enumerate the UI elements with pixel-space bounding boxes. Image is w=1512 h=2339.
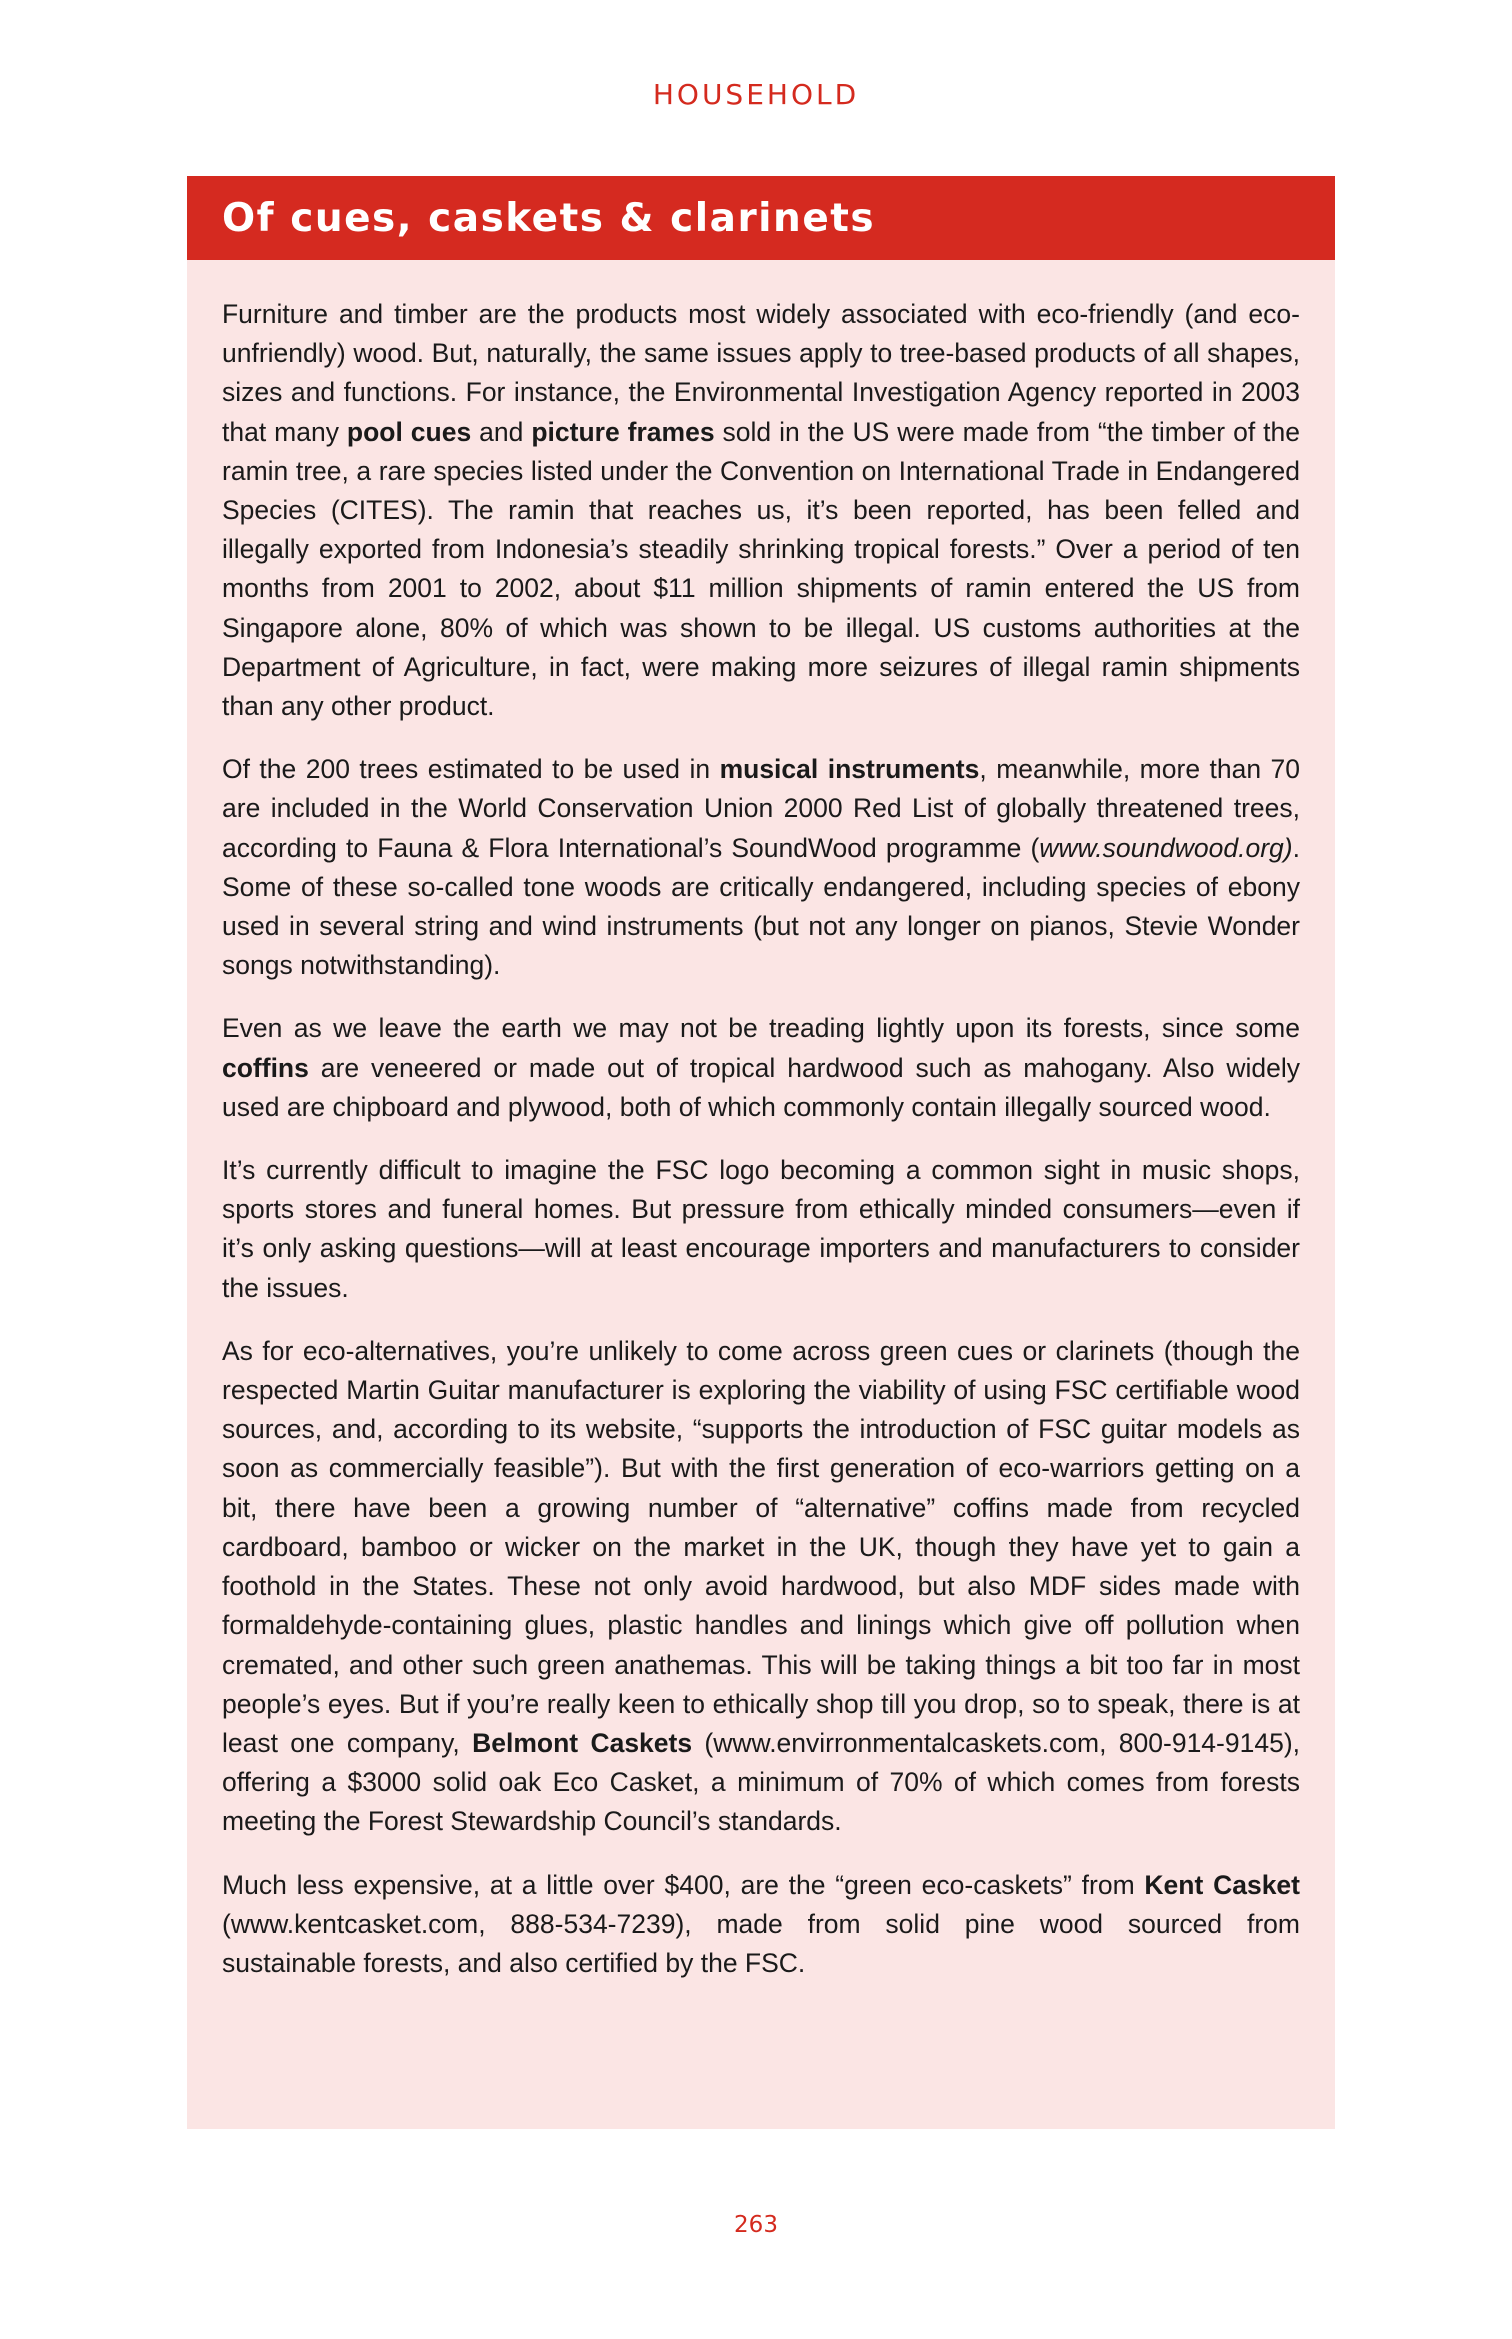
keyword-pool-cues: pool cues (346, 416, 472, 447)
keyword-coffins: coffins (222, 1052, 309, 1083)
paragraph-fsc-logo: It’s currently difficult to imagine the FSC logo becoming a common sight in music shops, sports stores and funeral homes. But pressure from ethically minded consumers—even if it’s only asking questions—will at least encourage importers and manufacturers to consider the issues. (222, 1155, 1300, 1303)
keyword-musical-instruments: musical instruments (719, 754, 980, 785)
running-head: HOUSEHOLD (652, 78, 860, 111)
paragraph-kent-casket: Much less expensive, at a little over $400, are the “green eco-caskets” from Kent Casket (www.kentcasket.com, 888-534-7239), made from solid pine wood sourced from sustainable forests, and also certified by the FSC. (222, 1869, 1300, 1978)
paragraph-pool-cues: Furniture and timber are the products most widely associated with eco-friendly (and eco-unfriendly) wood. But, naturally, the same issues apply to tree-based products of all shapes, sizes and functions. For instance, the Environmental Investigation Agency reported in 2003 that many pool cues and picture frames sold in the US were made from “the timber of the ramin tree, a rare species listed under the Convention on International Trade in Endangered Species (CITES). The ramin that reaches us, it’s been reported, has been felled and illegally exported from Indonesia’s steadily shrinking tropical forests.” Over a period of ten months from 2001 to 2002, about $11 million shipments of ramin entered the US from Singapore alone, 80% of which was shown to be illegal. US customs authorities at the Department of Agriculture, in fact, were making more seizures of illegal ramin shipments than any other product. (222, 299, 1300, 722)
box-title: Of cues, caskets & clarinets (222, 195, 876, 241)
soundwood-url: www.soundwood.org) (1039, 832, 1293, 863)
keyword-belmont-caskets: Belmont Caskets (472, 1727, 693, 1758)
sidebar-box (187, 176, 1335, 2129)
page-number: 263 (734, 2212, 778, 2238)
paragraph-eco-alternatives: As for eco-alternatives, you’re unlikely to come across green cues or clarinets (though the respected Martin Guitar manufacturer is exploring the viability of using FSC certifiable wood sources, and, according to its website, “supports the introduction of FSC guitar models as soon as commercially feasible”). But with the first generation of eco-warriors getting on a bit, there have been a growing number of “alternative” coffins made from recycled cardboard, bamboo or wicker on the market in the UK, though they have yet to gain a foothold in the States. These not only avoid hardwood, but also MDF sides made with formaldehyde-containing glues, plastic handles and linings which give off pollution when cremated, and other such green anathemas. This will be taking things a bit too far in most people’s eyes. But if you’re really keen to ethically shop till you drop, so to speak, there is at least one company, Belmont Caskets (www.envirronmentalcaskets.com, 800-914-9145), offering a $3000 solid oak Eco Casket, a minimum of 70% of which comes from forests meeting the Forest Stewardship Council’s standards. (222, 1335, 1301, 1837)
keyword-picture-frames: picture frames (531, 416, 715, 447)
box-body (187, 260, 1335, 1983)
paragraph-musical-instruments: Of the 200 trees estimated to be used in musical instruments, meanwhile, more than 70 are included in the World Conservation Union 2000 Red List of globally threatened trees, according to Fauna & Flora International’s SoundWood programme (www.soundwood.org). Some of these so-called tone woods are critically endangered, including species of ebony used in several string and wind instruments (but not any longer on pianos, Stevie Wonder songs notwithstanding). (222, 754, 1301, 981)
box-title-bar (187, 176, 1335, 260)
paragraph-coffins: Even as we leave the earth we may not be treading lightly upon its forests, since some coffins are veneered or made out of tropical hardwood such as mahogany. Also widely used are chipboard and plywood, both of which commonly contain illegally sourced wood. (222, 1013, 1300, 1122)
keyword-kent-casket: Kent Casket (1144, 1869, 1300, 1900)
